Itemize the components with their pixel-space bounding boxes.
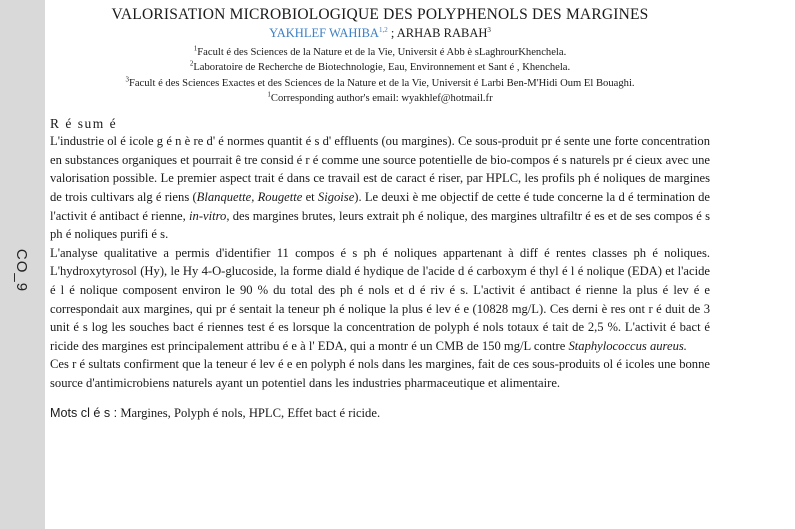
- paper-page: [50, 6, 710, 421]
- author-line: [50, 26, 710, 41]
- abstract-heading: R é sum é: [50, 116, 118, 132]
- abstract-paragraph-2: L'analyse qualitative a permis d'identifier 11 compos é s ph é noliques appartenant à diff é rentes classes ph é noliques. L'hydroxytyrosol (Hy), le Hy 4-O-glucoside, la forme diald é hydique de l'acide d é carboxym é thyl é l é nolique (EDA) et l'acide é l é nolique composent environ le 90 % du total des ph é nols et d é riv é s. L'activit é antibact é rienne la plus é lev é e correspondait aux margines, qui pr é sentait la teneur ph é nolique la plus é lev é e (10828 mg/L). Ces derni è res ont r é duit de 3 unit é s log les souches bact é riennes test é es lorsque la concentration de polyph é nols totaux é tait de 2,5 %. L'activit é bact é ricide des margines est principalement attribu é e à l' EDA, qui a montr é un CMB de 150 mg/L contre Staphylococcus aureus.: [50, 245, 710, 353]
- affiliation-2: $^2$Laboratoire de Recherche de Biotechnologie, Eau, Environnement et Sant é , Khenchela.: [189, 59, 571, 74]
- abstract-paragraph-1: L'industrie ol é icole g é n è re d' é normes quantit é s d' effluents (ou margines). Ce sous-produit pr é sente une forte concentration en substances organiques et pourrait ê tre consid é r é comme une source potentielle de bio-compos é s naturels pr é cieux avec une valorisation possible. Le premier aspect trait é dans ce travail est de caract é riser, par HPLC, les profils ph é noliques de margines de trois cultivars alg é riens (Blanquette, Rougette et Sigoise). Le deuxi è me objectif de cette é tude concerne la d é termination de l'activit é antibact é rienne, in-vitro, des margines brutes, leurs extrait ph é nolique, des margines ultrafiltr é es et de ses compos é s ph é noliques purifi é s.: [50, 134, 711, 242]
- author-1: YAKHLEF WAHIBA: [269, 26, 379, 40]
- keywords-text: Margines, Polyph é nols, HPLC, Effet bact é ricide.: [117, 405, 381, 420]
- left-margin-bar: [0, 0, 45, 529]
- author-2: ARHAB RABAH: [396, 26, 488, 40]
- paper-title: VALORISATION MICROBIOLOGIQUE DES POLYPHENOLS DES MARGINES: [111, 6, 649, 23]
- corresponding-email: $^1$Corresponding author's email: wyakhlef@hotmail.fr: [267, 90, 493, 104]
- abstract-paragraph-3: Ces r é sultats confirment que la teneur é lev é e en polyph é nols dans les margines, fait de ces sous-produits ol é icoles une bonne source d'antimicrobiens naturels ayant un potentiel dans les industries pharmaceutique et alimentaire.: [50, 357, 710, 390]
- keywords-label: Mots cl é s :: [50, 405, 118, 420]
- author-1-sup: 1,2: [378, 25, 388, 34]
- author-2-sup: 3: [487, 25, 491, 34]
- affiliation-3: $^3$Facult é des Sciences Exactes et des Sciences de la Nature et de la Vie, Universit é Larbi Ben-M'Hidi Oum El Bouaghi.: [125, 75, 635, 89]
- keywords-line: [50, 406, 710, 421]
- affiliation-1: $^1$Facult é des Sciences de la Nature et de la Vie, Universit é Abb è sLaghrourKhenchela.: [193, 44, 567, 58]
- session-code-label: CO_9: [13, 248, 31, 292]
- author-separator: ;: [387, 26, 397, 40]
